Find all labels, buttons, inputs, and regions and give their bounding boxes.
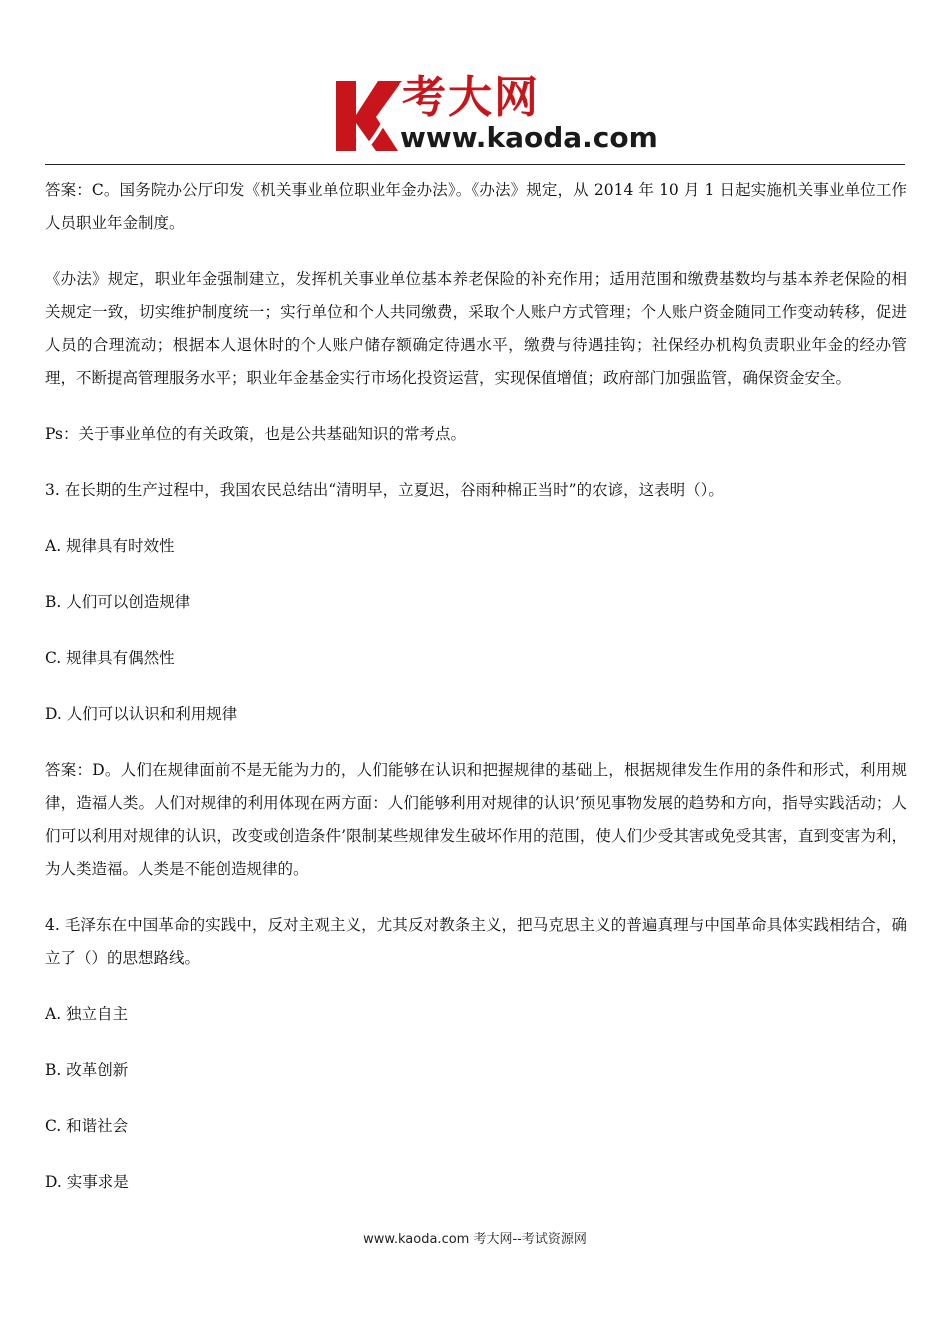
answer-paragraph-q3: 答案：D。人们在规律面前不是无能为力的，人们能够在认识和把握规律的基础上，根据规律发生作用的条件和形式，利用规律，造福人类。人们对规律的利用体现在两方面：人们能够利用对规律的认识’预见事物发展的趋势和方向，指导实践活动；人们可以利用对规律的认识，改变或创造条件’限制某些规律发生破坏作用的范围，使人们少受其害或免受其害，直到变害为利，为人类造福。人类是不能创造规律的。 bbox=[45, 761, 907, 878]
answer-paragraph-q2: 答案：C。国务院办公厅印发《机关事业单位职业年金办法》。《办法》规定，从 2014 年 10 月 1 日起实施机关事业单位工作人员职业年金制度。 bbox=[45, 181, 907, 232]
logo-url: www.kaoda.com bbox=[400, 121, 658, 154]
page-header bbox=[0, 0, 950, 165]
kaoda-logo[interactable] bbox=[332, 72, 662, 160]
q3-option-a: A. 规律具有时效性 bbox=[45, 537, 175, 555]
q4-option-b: B. 改革创新 bbox=[45, 1061, 129, 1079]
q3-option-b: B. 人们可以创造规律 bbox=[45, 593, 191, 611]
q4-option-c: C. 和谐社会 bbox=[45, 1117, 129, 1135]
page-footer: www.kaoda.com 考大网--考试资源网 bbox=[363, 1232, 587, 1247]
document-body bbox=[45, 174, 907, 1199]
question-4: 4. 毛泽东在中国革命的实践中，反对主观主义，尤其反对教条主义，把马克思主义的普遍真理与中国革命具体实践相结合，确立了（）的思想路线。 bbox=[45, 916, 907, 967]
logo-brand-name: 考大网 bbox=[402, 72, 540, 123]
q3-option-c: C. 规律具有偶然性 bbox=[45, 649, 175, 667]
k-logo-icon bbox=[332, 75, 404, 155]
explanation-paragraph: 《办法》规定，职业年金强制建立，发挥机关事业单位基本养老保险的补充作用；适用范围和缴费基数均与基本养老保险的相关规定一致，切实维护制度统一；实行单位和个人共同缴费，采取个人账户方式管理；个人账户资金随同工作变动转移，促进人员的合理流动；根据本人退休时的个人账户储存额确定待遇水平，缴费与待遇挂钩；社保经办机构负责职业年金的经办管理，不断提高管理服务水平；职业年金基金实行市场化投资运营，实现保值增值；政府部门加强监管，确保资金安全。 bbox=[45, 270, 907, 387]
q4-option-a: A. 独立自主 bbox=[45, 1005, 129, 1023]
header-divider bbox=[45, 164, 905, 165]
q3-option-d: D. 人们可以认识和利用规律 bbox=[45, 705, 238, 723]
ps-note: Ps：关于事业单位的有关政策，也是公共基础知识的常考点。 bbox=[45, 425, 466, 443]
q4-option-d: D. 实事求是 bbox=[45, 1173, 129, 1191]
question-3: 3. 在长期的生产过程中，我国农民总结出“清明早，立夏迟，谷雨种棉正当时”的农谚，这表明（）。 bbox=[45, 481, 724, 499]
